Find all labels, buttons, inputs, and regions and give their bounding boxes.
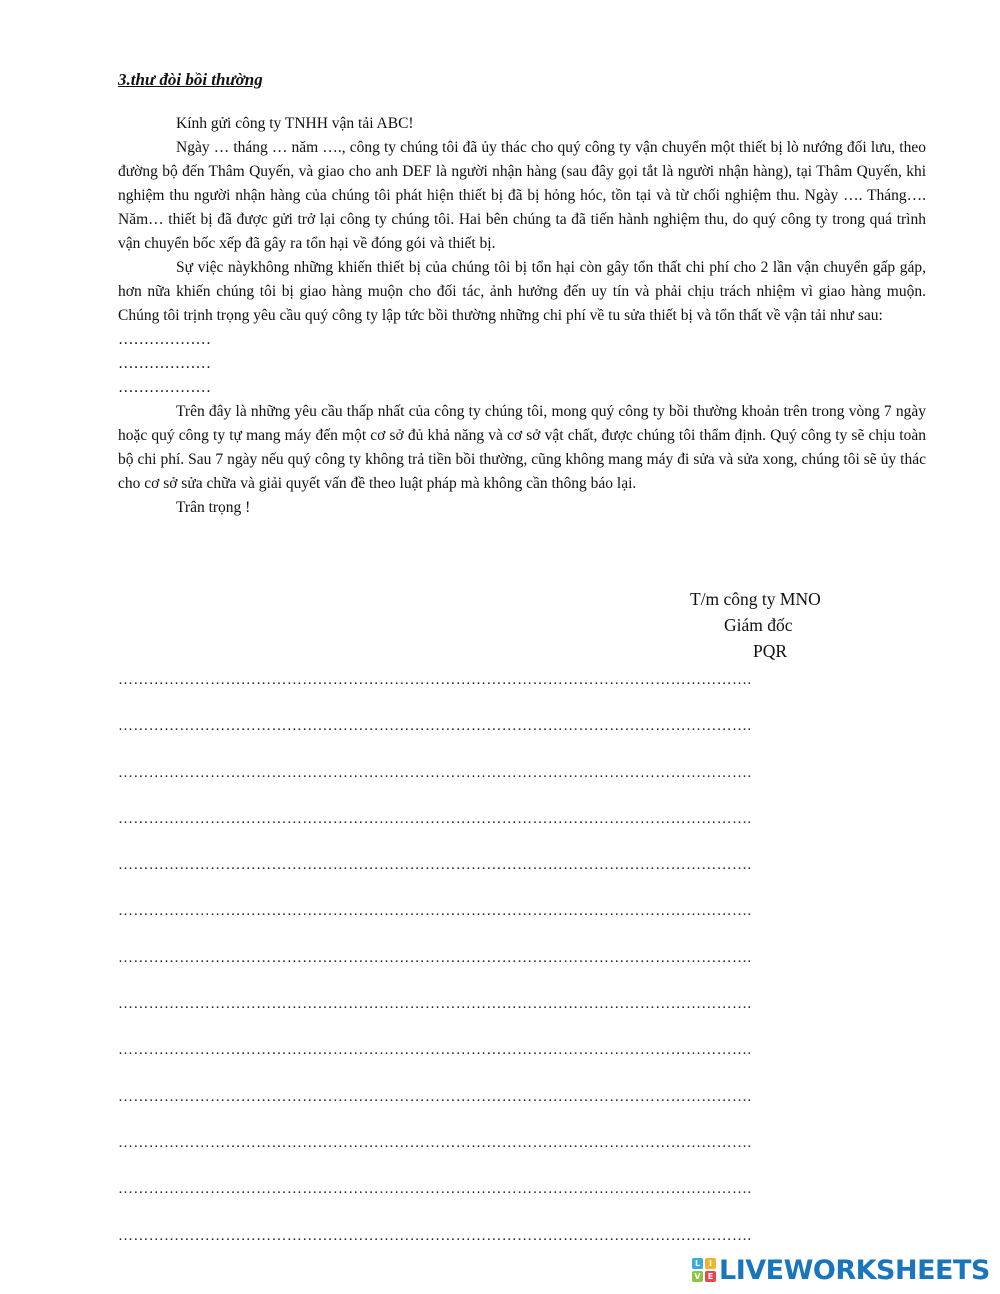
logo-mark-l: L	[692, 1258, 703, 1269]
liveworksheets-mark-icon	[692, 1258, 716, 1282]
paragraph-demands: Trên đây là những yêu cầu thấp nhất của công ty chúng tôi, mong quý công ty bồi thường khoản trên trong vòng 7 ngày hoặc quý công ty tự mang máy đến một cơ sở đủ khả năng và cơ sở vật chất, được chúng tôi thẩm định. Quý công ty sẽ chịu toàn bộ chi phí. Sau 7 ngày nếu quý công ty không trả tiền bồi thường, cũng không mang máy đi sửa và sửa xong, chúng tôi sẽ ủy thác cho cơ sở sửa chữa và giải quyết vấn đề theo luật pháp mà không cần thông báo lại.	[118, 403, 926, 492]
liveworksheets-wordmark: LIVEWORKSHEETS	[719, 1254, 990, 1286]
letter-body	[118, 112, 926, 520]
paragraph-claim: Sự việc nàykhông những khiến thiết bị của chúng tôi bị tổn hại còn gây tổn thất chi phí cho 2 lần vận chuyển gấp gáp, hơn nữa khiến chúng tôi bị giao hàng muộn cho đối tác, ảnh hưởng đến uy tín và phải chịu trách nhiệm vì giao hàng muộn. Chúng tôi trịnh trọng yêu cầu quý công ty lập tức bồi thường những chi phí về tu sửa thiết bị và tổn thất về vận tải như sau:	[118, 259, 926, 324]
answer-line-8[interactable]: …………………………………………………………………………………………………………….	[118, 996, 752, 1013]
answer-line-10[interactable]: …………………………………………………………………………………………………………….	[118, 1088, 752, 1105]
signature-block	[640, 586, 890, 664]
logo-mark-v: V	[692, 1271, 703, 1282]
answer-line-4[interactable]: …………………………………………………………………………………………………………….	[118, 810, 752, 827]
salutation: Kính gửi công ty TNHH vận tải ABC!	[176, 115, 414, 132]
signature-name: PQR	[753, 641, 788, 661]
document-heading: 3.thư đòi bồi thường	[118, 70, 263, 89]
answer-line-13[interactable]: …………………………………………………………………………………………………………….	[118, 1227, 752, 1244]
logo-mark-e: E	[705, 1271, 716, 1282]
paragraph-incident: Ngày … tháng … năm …., công ty chúng tôi đã ủy thác cho quý công ty vận chuyển một thiết bị lò nướng đối lưu, theo đường bộ đến Thâm Quyến, và giao cho anh DEF là người nhận hàng (sau đây gọi tắt là người nhận hàng), tại Thâm Quyến, khi nghiệm thu người nhận hàng của chúng tôi phát hiện thiết bị đã bị hỏng hóc, tồn tại và từ chối nghiệm thu. Ngày …. Tháng…. Năm… thiết bị đã được gửi trở lại công ty chúng tôi. Hai bên chúng ta đã tiến hành nghiệm thu, do quý công ty trong quá trình vận chuyển bốc xếp đã gây ra tổn hại về đóng gói và thiết bị.	[118, 139, 926, 252]
answer-line-12[interactable]: …………………………………………………………………………………………………………….	[118, 1181, 752, 1198]
answer-area	[118, 668, 930, 1270]
answer-line-7[interactable]: …………………………………………………………………………………………………………….	[118, 949, 752, 966]
closing: Trân trọng !	[176, 499, 251, 516]
claim-item-3: ………………	[118, 379, 211, 396]
answer-line-2[interactable]: …………………………………………………………………………………………………………….	[118, 718, 752, 735]
claim-item-1: ………………	[118, 331, 211, 348]
answer-line-1[interactable]: …………………………………………………………………………………………………………….	[118, 672, 752, 688]
answer-line-9[interactable]: …………………………………………………………………………………………………………….	[118, 1042, 752, 1059]
logo-mark-i: I	[705, 1258, 716, 1269]
answer-line-11[interactable]: …………………………………………………………………………………………………………….	[118, 1134, 752, 1151]
signature-title: Giám đốc	[724, 615, 793, 635]
answer-line-5[interactable]: …………………………………………………………………………………………………………….	[118, 857, 752, 874]
answer-line-6[interactable]: …………………………………………………………………………………………………………….	[118, 903, 752, 920]
liveworksheets-logo	[692, 1254, 990, 1286]
claim-item-2: ………………	[118, 355, 211, 372]
signature-company: T/m công ty MNO	[690, 589, 821, 609]
answer-line-3[interactable]: …………………………………………………………………………………………………………….	[118, 764, 752, 781]
